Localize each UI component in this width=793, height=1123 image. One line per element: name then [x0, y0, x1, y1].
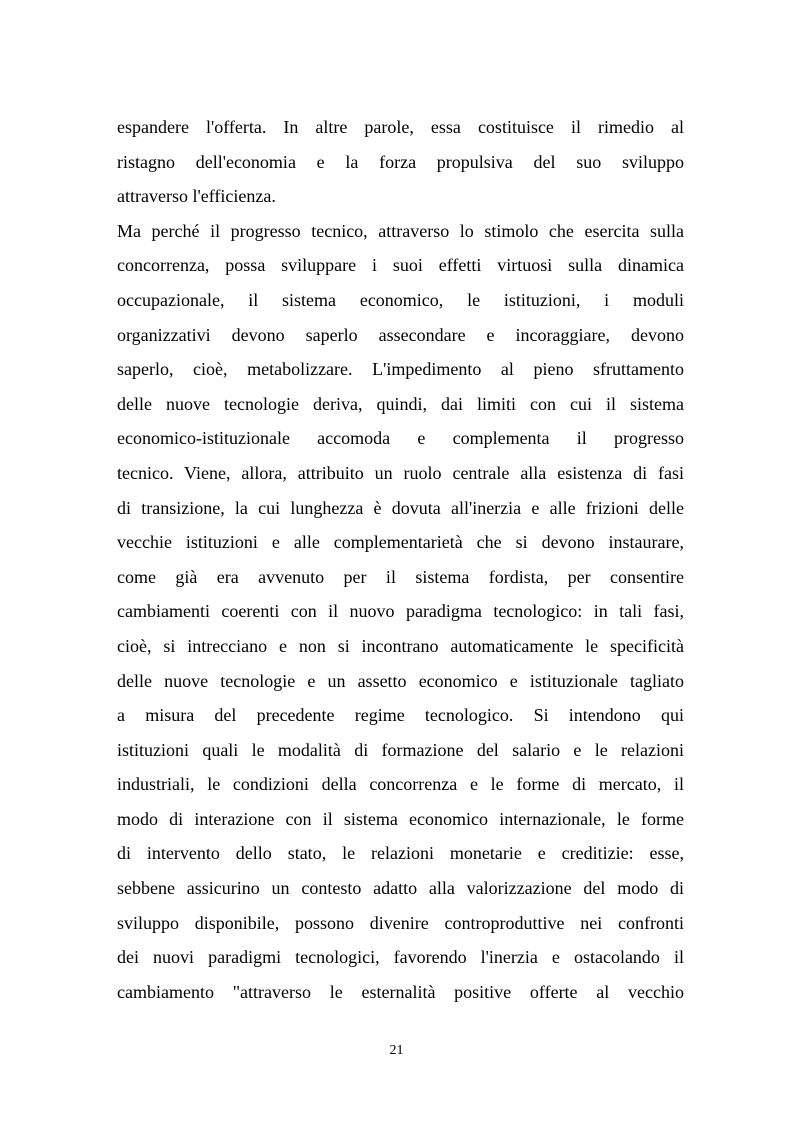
- text-line: modo di interazione con il sistema economico internazionale, le forme: [117, 808, 684, 829]
- text-line: vecchie istituzioni e alle complementarietà che si devono instaurare,: [117, 532, 684, 553]
- text-line: delle nuove tecnologie e un assetto economico e istituzionale tagliato: [117, 670, 684, 691]
- paragraph-2: [117, 214, 684, 1010]
- text-line: saperlo, cioè, metabolizzare. L'impedimento al pieno sfruttamento: [117, 359, 684, 380]
- text-line: di intervento dello stato, le relazioni monetarie e creditizie: esse,: [117, 843, 684, 864]
- text-line: tecnico. Viene, allora, attribuito un ruolo centrale alla esistenza di fasi: [117, 462, 684, 483]
- page-number: 21: [389, 1043, 404, 1058]
- text-line: come già era avvenuto per il sistema fordista, per consentire: [117, 566, 684, 587]
- paragraph-1: [117, 110, 684, 214]
- text-line: dei nuovi paradigmi tecnologici, favorendo l'inerzia e ostacolando il: [117, 947, 684, 968]
- text-line: Ma perché il progresso tecnico, attraverso lo stimolo che esercita sulla: [117, 220, 684, 241]
- text-line: sviluppo disponibile, possono divenire controproduttive nei confronti: [117, 912, 684, 933]
- text-line: cioè, si intrecciano e non si incontrano automaticamente le specificità: [117, 635, 684, 656]
- text-line: attraverso l'efficienza.: [117, 186, 276, 207]
- text-line: ristagno dell'economia e la forza propulsiva del suo sviluppo: [117, 151, 684, 172]
- text-line: di transizione, la cui lunghezza è dovuta all'inerzia e alle frizioni delle: [117, 497, 684, 518]
- text-line: a misura del precedente regime tecnologico. Si intendono qui: [117, 705, 684, 726]
- text-line: delle nuove tecnologie deriva, quindi, dai limiti con cui il sistema: [117, 393, 684, 414]
- text-line: concorrenza, possa sviluppare i suoi effetti virtuosi sulla dinamica: [117, 255, 684, 276]
- text-line: occupazionale, il sistema economico, le istituzioni, i moduli: [117, 289, 684, 310]
- text-line: sebbene assicurino un contesto adatto alla valorizzazione del modo di: [117, 878, 684, 899]
- text-line: espandere l'offerta. In altre parole, essa costituisce il rimedio al: [117, 117, 684, 137]
- text-line: organizzativi devono saperlo assecondare e incoraggiare, devono: [117, 324, 684, 345]
- text-line: cambiamenti coerenti con il nuovo paradigma tecnologico: in tali fasi,: [117, 601, 684, 622]
- text-line: cambiamento "attraverso le esternalità positive offerte al vecchio: [117, 981, 684, 1002]
- text-line: industriali, le condizioni della concorrenza e le forme di mercato, il: [117, 774, 684, 795]
- page-body: [117, 110, 684, 1009]
- text-line: economico-istituzionale accomoda e complementa il progresso: [117, 428, 684, 449]
- text-line: istituzioni quali le modalità di formazione del salario e le relazioni: [117, 739, 684, 760]
